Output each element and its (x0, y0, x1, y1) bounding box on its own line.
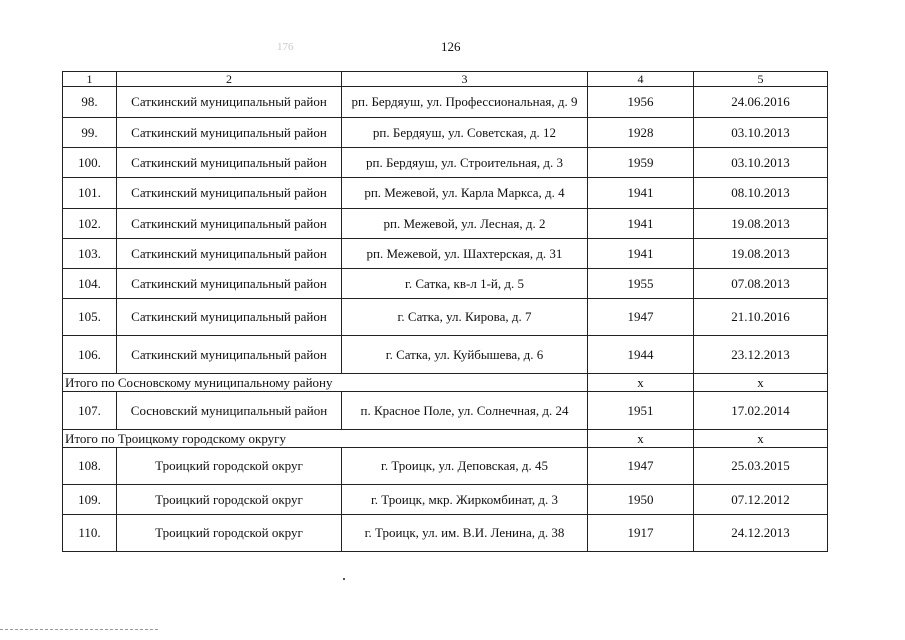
cell-year: 1950 (588, 485, 694, 515)
cell-address: г. Троицк, ул. им. В.И. Ленина, д. 38 (342, 515, 588, 552)
cell-number: 106. (63, 336, 117, 374)
cell-address: п. Красное Поле, ул. Солнечная, д. 24 (342, 392, 588, 430)
table-header-row (63, 72, 828, 87)
cell-address: г. Троицк, мкр. Жиркомбинат, д. 3 (342, 485, 588, 515)
cell-number: 98. (63, 87, 117, 118)
cell-number: 101. (63, 178, 117, 209)
cell-date: 17.02.2014 (694, 392, 828, 430)
cell-number: 105. (63, 299, 117, 336)
cell-year: 1941 (588, 178, 694, 209)
table-row (63, 392, 828, 430)
cell-date: 07.12.2012 (694, 485, 828, 515)
table-row (63, 209, 828, 239)
cell-year: 1917 (588, 515, 694, 552)
cell-date: 07.08.2013 (694, 269, 828, 299)
table-row (63, 336, 828, 374)
cell-district: Троицкий городской округ (117, 515, 342, 552)
cell-year: 1928 (588, 118, 694, 148)
cell-address: рп. Бердяуш, ул. Советская, д. 12 (342, 118, 588, 148)
scan-edge-mark (0, 629, 158, 630)
column-header: 4 (588, 72, 694, 87)
cell-address: рп. Бердяуш, ул. Строительная, д. 3 (342, 148, 588, 178)
cell-year: 1944 (588, 336, 694, 374)
cell-district: Саткинский муниципальный район (117, 148, 342, 178)
cell-date: 25.03.2015 (694, 448, 828, 485)
cell-year: 1955 (588, 269, 694, 299)
table-row (63, 148, 828, 178)
cell-year: 1941 (588, 209, 694, 239)
cell-date: 03.10.2013 (694, 118, 828, 148)
subtotal-label: Итого по Троицкому городскому округу (63, 430, 588, 448)
cell-address: г. Сатка, ул. Кирова, д. 7 (342, 299, 588, 336)
column-header: 5 (694, 72, 828, 87)
cell-year: 1956 (588, 87, 694, 118)
cell-date: 19.08.2013 (694, 209, 828, 239)
cell-date: 08.10.2013 (694, 178, 828, 209)
cell-number: 99. (63, 118, 117, 148)
cell-date: х (694, 374, 828, 392)
cell-year: х (588, 374, 694, 392)
cell-number: 108. (63, 448, 117, 485)
cell-district: Саткинский муниципальный район (117, 269, 342, 299)
cell-number: 102. (63, 209, 117, 239)
table-row (63, 269, 828, 299)
cell-date: 23.12.2013 (694, 336, 828, 374)
cell-district: Саткинский муниципальный район (117, 209, 342, 239)
cell-date: 24.06.2016 (694, 87, 828, 118)
cell-number: 100. (63, 148, 117, 178)
cell-year: 1947 (588, 299, 694, 336)
subtotal-row (63, 430, 828, 448)
cell-date: х (694, 430, 828, 448)
cell-number: 110. (63, 515, 117, 552)
cell-address: рп. Межевой, ул. Карла Маркса, д. 4 (342, 178, 588, 209)
cell-address: г. Сатка, ул. Куйбышева, д. 6 (342, 336, 588, 374)
cell-district: Саткинский муниципальный район (117, 336, 342, 374)
cell-address: г. Сатка, кв-л 1-й, д. 5 (342, 269, 588, 299)
table-row (63, 87, 828, 118)
column-header: 3 (342, 72, 588, 87)
cell-number: 103. (63, 239, 117, 269)
cell-date: 21.10.2016 (694, 299, 828, 336)
subtotal-label: Итого по Сосновскому муниципальному району (63, 374, 588, 392)
scan-speck (343, 578, 345, 580)
cell-address: г. Троицк, ул. Деповская, д. 45 (342, 448, 588, 485)
table-row (63, 239, 828, 269)
cell-district: Троицкий городской округ (117, 485, 342, 515)
cell-address: рп. Межевой, ул. Шахтерская, д. 31 (342, 239, 588, 269)
cell-year: х (588, 430, 694, 448)
column-header: 2 (117, 72, 342, 87)
cell-number: 104. (63, 269, 117, 299)
cell-district: Саткинский муниципальный район (117, 239, 342, 269)
cell-date: 03.10.2013 (694, 148, 828, 178)
cell-number: 107. (63, 392, 117, 430)
cell-number: 109. (63, 485, 117, 515)
table-row (63, 178, 828, 209)
table-row (63, 299, 828, 336)
cell-district: Саткинский муниципальный район (117, 178, 342, 209)
table-row (63, 515, 828, 552)
cell-district: Саткинский муниципальный район (117, 299, 342, 336)
table-row (63, 448, 828, 485)
registry-table (62, 71, 828, 552)
cell-district: Сосновский муниципальный район (117, 392, 342, 430)
cell-date: 24.12.2013 (694, 515, 828, 552)
cell-district: Саткинский муниципальный район (117, 118, 342, 148)
cell-year: 1951 (588, 392, 694, 430)
table-row (63, 118, 828, 148)
cell-date: 19.08.2013 (694, 239, 828, 269)
cell-year: 1941 (588, 239, 694, 269)
column-header: 1 (63, 72, 117, 87)
cell-address: рп. Межевой, ул. Лесная, д. 2 (342, 209, 588, 239)
ghost-page-number: 176 (277, 41, 294, 53)
cell-year: 1959 (588, 148, 694, 178)
cell-district: Саткинский муниципальный район (117, 87, 342, 118)
subtotal-row (63, 374, 828, 392)
cell-address: рп. Бердяуш, ул. Профессиональная, д. 9 (342, 87, 588, 118)
page-number: 126 (441, 39, 461, 54)
table-row (63, 485, 828, 515)
cell-year: 1947 (588, 448, 694, 485)
cell-district: Троицкий городской округ (117, 448, 342, 485)
